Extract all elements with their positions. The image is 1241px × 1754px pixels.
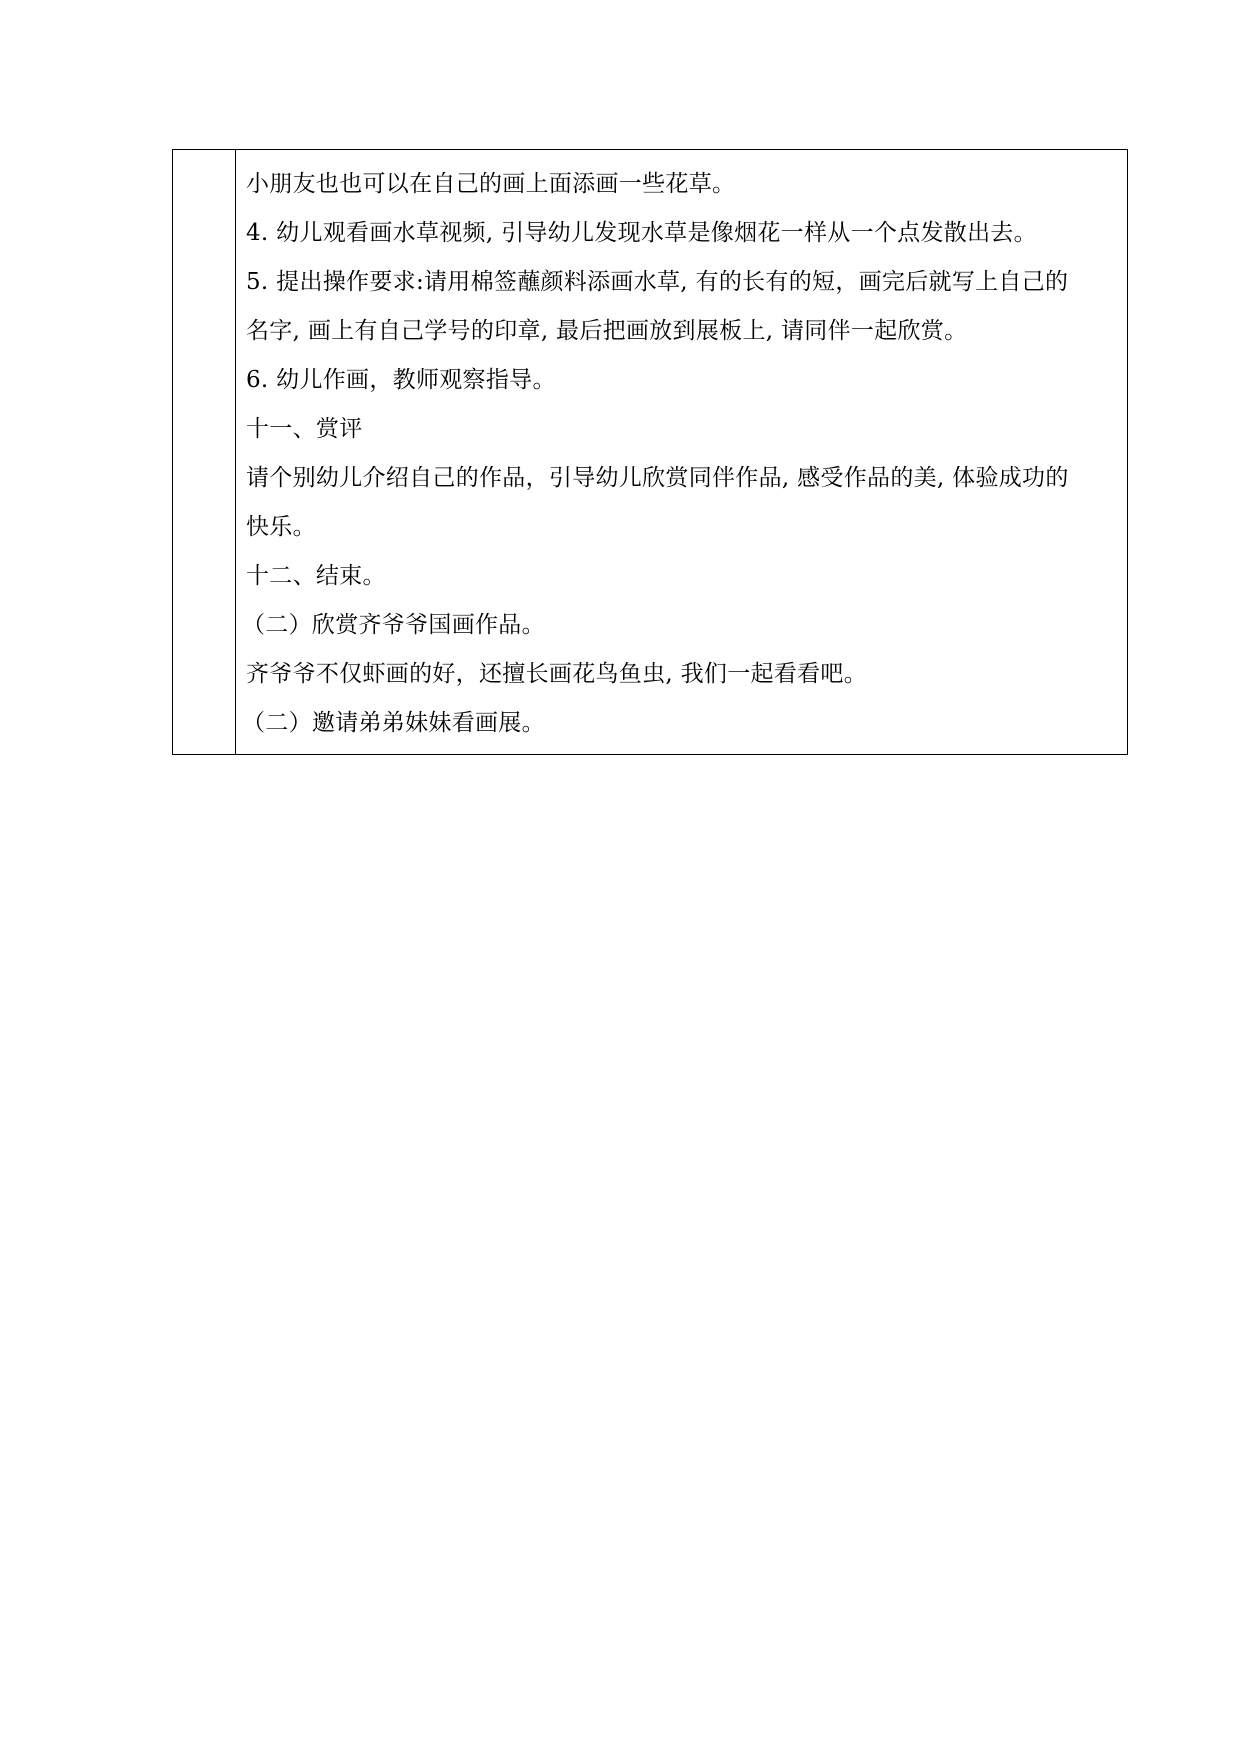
text-line: 6. 幼儿作画，教师观察指导。 [246,367,556,393]
text-line: 名字, 画上有自己学号的印章, 最后把画放到展板上, 请同伴一起欣赏。 [246,318,968,344]
content-text-block [242,150,1127,754]
content-cell [236,150,1128,755]
left-empty-cell [173,150,236,755]
table-row [173,150,1128,755]
text-line: 快乐。 [246,514,316,540]
content-table [172,149,1128,755]
section-heading: 十一、赏评 [246,416,363,442]
section-heading: 十二、结束。 [246,563,386,589]
text-line: 5. 提出操作要求:请用棉签蘸颜料添画水草, 有的长有的短，画完后就写上自己的 [246,269,1069,295]
subsection-heading: （二）欣赏齐爷爷国画作品。 [242,612,545,638]
text-line: 小朋友也也可以在自己的画上面添画一些花草。 [246,171,736,197]
subsection-heading: （二）邀请弟弟妹妹看画展。 [242,710,545,736]
text-line: 齐爷爷不仅虾画的好，还擅长画花鸟鱼虫, 我们一起看看吧。 [246,661,868,687]
text-line: 请个别幼儿介绍自己的作品，引导幼儿欣赏同伴作品, 感受作品的美, 体验成功的 [246,465,1069,491]
text-line: 4. 幼儿观看画水草视频, 引导幼儿发现水草是像烟花一样从一个点发散出去。 [246,220,1037,246]
